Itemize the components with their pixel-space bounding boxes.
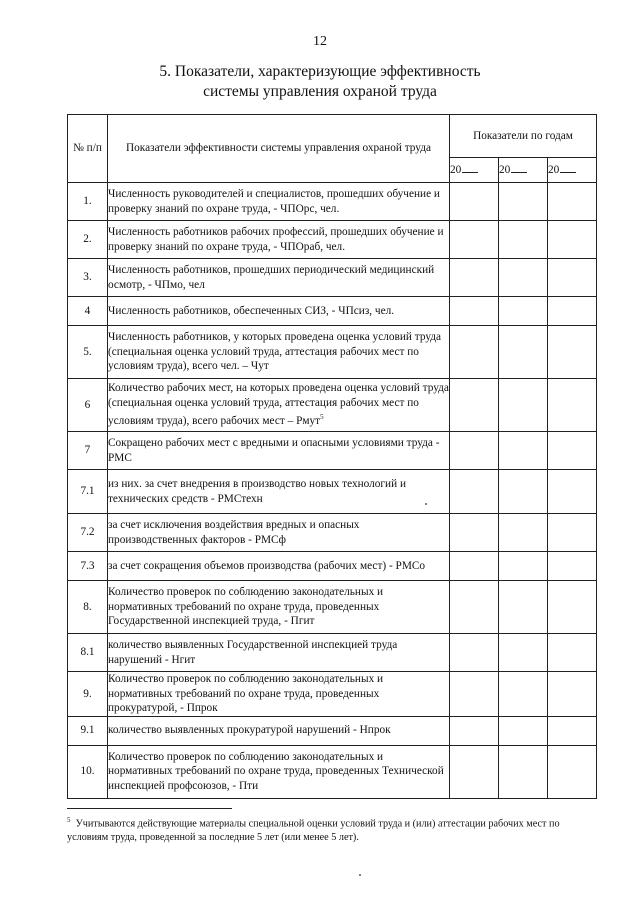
year-value-cell-3[interactable] [548,581,597,634]
year-value-cell-2[interactable] [499,514,548,552]
year-value-cell-3[interactable] [548,259,597,297]
row-number: 5. [68,326,108,379]
row-indicator-text [108,672,450,717]
year-value-cell-3[interactable] [548,514,597,552]
row-indicator-text [108,634,450,672]
year-value-cell-3[interactable] [548,745,597,798]
year-value-cell-2[interactable] [499,634,548,672]
table-row [68,379,597,432]
indicator-label: Численность работников рабочих профессий, прошедших обучение и проверку знаний по охране труда, - ЧПОраб, чел. [108,226,444,253]
section-title [0,62,640,102]
row-number: 7.2 [68,514,108,552]
header-year-3: 20 [548,158,597,183]
year-value-cell-3[interactable] [548,470,597,514]
row-indicator-text [108,432,450,470]
year-value-cell-1[interactable] [450,716,499,745]
year-value-cell-2[interactable] [499,183,548,221]
year-value-cell-3[interactable] [548,716,597,745]
year-value-cell-3[interactable] [548,326,597,379]
row-number: 9. [68,672,108,717]
year-value-cell-2[interactable] [499,259,548,297]
year-value-cell-2[interactable] [499,432,548,470]
table-row [68,259,597,297]
year-value-cell-2[interactable] [499,470,548,514]
year-value-cell-1[interactable] [450,745,499,798]
table-row [68,221,597,259]
year-value-cell-2[interactable] [499,221,548,259]
footnote-reference: 5 [320,413,324,422]
row-number: 8. [68,581,108,634]
row-number: 4 [68,297,108,326]
year-value-cell-2[interactable] [499,552,548,581]
row-number: 8.1 [68,634,108,672]
row-number: 6 [68,379,108,432]
year-value-cell-3[interactable] [548,432,597,470]
row-number: 7.3 [68,552,108,581]
footnote-rule [67,808,232,809]
year-value-cell-3[interactable] [548,379,597,432]
table-row [68,672,597,717]
indicator-label: количество выявленных прокуратурой нарушений - Нпрок [108,724,391,737]
table-row [68,297,597,326]
row-number: 7 [68,432,108,470]
year-value-cell-1[interactable] [450,672,499,717]
indicator-label: Численность работников, у которых проведена оценка условий труда (специальная оценка условий труда, аттестация рабочих мест по условиям труда), всего чел. – Чут [108,331,442,373]
indicator-label: за счет сокращения объемов производства (рабочих мест) - РМСо [108,559,426,572]
footnote-text: Учитываются действующие материалы специальной оценки условий труда и (или) аттестации рабочих мест по условиям труда, проведенной за последние 5 лет (или менее 5 лет). [67,818,560,844]
indicator-label: Численность руководителей и специалистов, прошедших обучение и проверку знаний по охране труда, - ЧПОрс, чел. [108,188,440,215]
indicator-label: Количество проверок по соблюдению законодательных и нормативных требований по охране труда, проведенных Государственной инспекцией труда, - Пгит [108,586,384,628]
year-value-cell-3[interactable] [548,672,597,717]
row-indicator-text [108,716,450,745]
year-value-cell-1[interactable] [450,432,499,470]
year-value-cell-2[interactable] [499,581,548,634]
year-value-cell-2[interactable] [499,716,548,745]
row-number: 10. [68,745,108,798]
row-indicator-text [108,221,450,259]
year-value-cell-3[interactable] [548,634,597,672]
year-value-cell-1[interactable] [450,183,499,221]
scan-speck [359,874,361,876]
year-value-cell-2[interactable] [499,379,548,432]
page-number: 12 [313,34,327,49]
table-row [68,470,597,514]
indicator-label: Количество проверок по соблюдению законодательных и нормативных требований по охране труда, проведенных Технической инспекцией профсоюзов, - Пти [108,750,444,792]
title-line-2: системы управления охраной труда [203,83,437,100]
table-row [68,634,597,672]
indicators-table [67,114,597,799]
year-value-cell-3[interactable] [548,552,597,581]
row-indicator-text [108,379,450,432]
indicator-label: количество выявленных Государственной инспекцией труда нарушений - Нгит [108,639,398,666]
year-value-cell-3[interactable] [548,221,597,259]
year-value-cell-1[interactable] [450,326,499,379]
indicator-label: Количество рабочих мест, на которых проведена оценка условий труда (специальная оценка условий труда, аттестация рабочих мест по условиям труда), всего рабочих мест – Рмут [108,382,449,428]
table-row [68,432,597,470]
row-number: 7.1 [68,470,108,514]
year-value-cell-1[interactable] [450,379,499,432]
indicator-label: из них. за счет внедрения в производство новых технологий и технических средств - РМСтехн [108,478,407,505]
year-value-cell-1[interactable] [450,221,499,259]
row-indicator-text [108,514,450,552]
row-indicator-text [108,326,450,379]
row-number: 9.1 [68,716,108,745]
table-row [68,581,597,634]
year-value-cell-2[interactable] [499,672,548,717]
year-value-cell-1[interactable] [450,470,499,514]
row-indicator-text [108,745,450,798]
indicator-label: Численность работников, обеспеченных СИЗ, - ЧПсиз, чел. [108,304,395,317]
scan-speck [425,503,427,505]
row-number: 1. [68,183,108,221]
indicator-label: Численность работников, прошедших периодический медицинский осмотр, - ЧПмо, чел [108,264,435,291]
table-row [68,552,597,581]
year-value-cell-2[interactable] [499,297,548,326]
row-indicator-text [108,581,450,634]
row-indicator-text [108,552,450,581]
table-row [68,326,597,379]
header-years-group: Показатели по годам [450,115,597,158]
table-row [68,514,597,552]
row-indicator-text [108,183,450,221]
header-num: № п/п [68,115,108,183]
table-row [68,716,597,745]
header-year-1: 20 [450,158,499,183]
year-value-cell-1[interactable] [450,581,499,634]
header-year-2: 20 [499,158,548,183]
year-value-cell-1[interactable] [450,259,499,297]
table-row [68,745,597,798]
title-line-1: 5. Показатели, характеризующие эффективность [159,63,481,80]
table-row [68,183,597,221]
row-number: 3. [68,259,108,297]
header-indicator: Показатели эффективности системы управления охраной труда [108,115,450,183]
indicator-label: Сокращено рабочих мест с вредными и опасными условиями труда - РМС [108,437,440,464]
year-value-cell-1[interactable] [450,514,499,552]
footnote-mark: 5 [67,816,71,824]
indicator-label: Количество проверок по соблюдению законодательных и нормативных требований по охране труда, проведенных прокуратурой, - Ппрок [108,673,384,714]
year-value-cell-3[interactable] [548,297,597,326]
row-indicator-text [108,470,450,514]
year-value-cell-1[interactable] [450,552,499,581]
row-number: 2. [68,221,108,259]
year-value-cell-1[interactable] [450,634,499,672]
year-value-cell-3[interactable] [548,183,597,221]
year-value-cell-2[interactable] [499,326,548,379]
year-value-cell-2[interactable] [499,745,548,798]
row-indicator-text [108,297,450,326]
footnote [67,813,597,845]
row-indicator-text [108,259,450,297]
year-value-cell-1[interactable] [450,297,499,326]
indicator-label: за счет исключения воздействия вредных и опасных производственных факторов - РМСф [108,519,360,546]
